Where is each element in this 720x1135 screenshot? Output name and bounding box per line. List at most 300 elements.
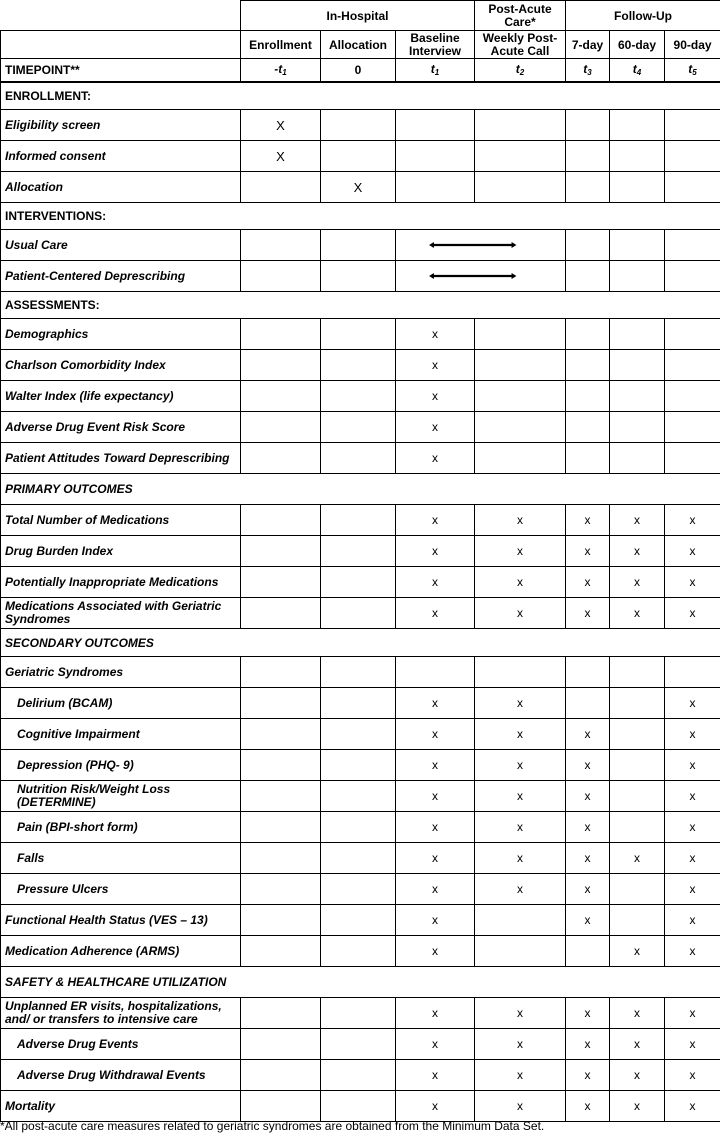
schedule-cell xyxy=(566,688,610,719)
schedule-cell xyxy=(610,381,665,412)
timepoint-cell xyxy=(610,59,665,82)
row-label: Mortality xyxy=(1,1091,241,1122)
row-label: Informed consent xyxy=(1,141,241,172)
schedule-cell xyxy=(475,536,566,567)
schedule-cell xyxy=(396,998,475,1029)
section-primary-outcomes: PRIMARY OUTCOMES xyxy=(1,474,720,505)
schedule-cell xyxy=(241,319,321,350)
table-row xyxy=(1,812,720,843)
check-mark: x xyxy=(634,544,641,558)
row-label: Unplanned ER visits, hospitalizations, and/ or transfers to intensive care xyxy=(1,998,241,1029)
schedule-cell xyxy=(321,874,396,905)
check-mark: x xyxy=(432,327,438,341)
schedule-cell xyxy=(241,141,321,172)
schedule-cell xyxy=(321,412,396,443)
schedule-cell xyxy=(665,1060,720,1091)
schedule-cell xyxy=(566,905,610,936)
schedule-cell xyxy=(475,874,566,905)
check-mark: x xyxy=(517,851,524,865)
schedule-cell xyxy=(396,172,475,203)
schedule-cell xyxy=(610,719,665,750)
schedule-cell xyxy=(566,750,610,781)
check-mark: x xyxy=(584,758,591,772)
check-mark: x xyxy=(584,513,591,527)
timepoint-sub: 3 xyxy=(587,68,592,78)
schedule-cell xyxy=(475,998,566,1029)
schedule-cell xyxy=(321,1091,396,1122)
check-mark: x xyxy=(689,513,696,527)
timespan-arrow-icon xyxy=(398,271,563,281)
schedule-cell xyxy=(665,412,720,443)
schedule-cell xyxy=(241,719,321,750)
schedule-cell xyxy=(321,505,396,536)
section-secondary-outcomes: SECONDARY OUTCOMES xyxy=(1,629,720,657)
schedule-cell xyxy=(665,905,720,936)
schedule-cell xyxy=(665,843,720,874)
check-mark: x xyxy=(634,1068,641,1082)
check-mark: x xyxy=(689,944,696,958)
schedule-cell xyxy=(665,1029,720,1060)
schedule-cell xyxy=(321,443,396,474)
table-row xyxy=(1,936,720,967)
check-mark: x xyxy=(432,882,438,896)
check-mark: x xyxy=(584,606,591,620)
schedule-cell xyxy=(241,998,321,1029)
schedule-cell xyxy=(566,110,610,141)
schedule-cell xyxy=(665,381,720,412)
table-row xyxy=(1,412,720,443)
schedule-cell xyxy=(321,688,396,719)
schedule-cell xyxy=(396,905,475,936)
schedule-cell xyxy=(321,998,396,1029)
check-mark: x xyxy=(634,944,641,958)
schedule-cell xyxy=(475,350,566,381)
schedule-cell xyxy=(475,443,566,474)
schedule-cell xyxy=(566,657,610,688)
schedule-cell xyxy=(610,110,665,141)
timepoint-prefix: t xyxy=(583,62,588,77)
check-mark: x xyxy=(517,820,524,834)
timepoint-sub: 2 xyxy=(519,68,525,78)
schedule-cell xyxy=(396,874,475,905)
check-mark: x xyxy=(584,789,591,803)
schedule-cell xyxy=(665,567,720,598)
row-label: Adverse Drug Event Risk Score xyxy=(1,412,241,443)
check-mark: x xyxy=(689,913,696,927)
check-mark: X xyxy=(276,117,285,133)
schedule-cell xyxy=(241,567,321,598)
schedule-cell xyxy=(321,905,396,936)
check-mark: x xyxy=(689,820,696,834)
schedule-cell xyxy=(241,1060,321,1091)
schedule-cell xyxy=(396,110,475,141)
row-label: Patient-Centered Deprescribing xyxy=(1,261,241,292)
schedule-cell xyxy=(396,688,475,719)
schedule-cell xyxy=(475,141,566,172)
check-mark: x xyxy=(689,696,696,710)
col-allocation: Allocation xyxy=(321,31,396,59)
schedule-cell xyxy=(396,1091,475,1122)
schedule-cell xyxy=(475,598,566,629)
check-mark: x xyxy=(432,696,438,710)
timepoint-label: TIMEPOINT** xyxy=(1,59,241,82)
schedule-cell xyxy=(396,536,475,567)
schedule-cell xyxy=(396,812,475,843)
schedule-cell xyxy=(396,1029,475,1060)
schedule-cell xyxy=(665,688,720,719)
check-mark: x xyxy=(584,820,591,834)
row-label: Adverse Drug Withdrawal Events xyxy=(1,1060,241,1091)
check-mark: x xyxy=(517,789,524,803)
section-safety: SAFETY & HEALTHCARE UTILIZATION xyxy=(1,967,720,998)
usual-care-span-arrow xyxy=(396,230,566,261)
check-mark: x xyxy=(432,913,438,927)
schedule-cell xyxy=(566,598,610,629)
row-label: Drug Burden Index xyxy=(1,536,241,567)
schedule-cell xyxy=(321,719,396,750)
schedule-cell xyxy=(610,172,665,203)
table-row xyxy=(1,1060,720,1091)
table-row xyxy=(1,598,720,629)
row-label: Demographics xyxy=(1,319,241,350)
row-label: Adverse Drug Events xyxy=(1,1029,241,1060)
table-row xyxy=(1,567,720,598)
schedule-cell xyxy=(566,719,610,750)
schedule-cell xyxy=(396,750,475,781)
row-label: Medication Adherence (ARMS) xyxy=(1,936,241,967)
schedule-cell xyxy=(396,719,475,750)
check-mark: x xyxy=(689,1068,696,1082)
table-row xyxy=(1,750,720,781)
check-mark: x xyxy=(634,1037,641,1051)
check-mark: x xyxy=(432,820,438,834)
schedule-cell xyxy=(475,172,566,203)
schedule-cell xyxy=(566,781,610,812)
row-label: Cognitive Impairment xyxy=(1,719,241,750)
check-mark: x xyxy=(432,851,438,865)
schedule-cell xyxy=(396,1060,475,1091)
schedule-cell xyxy=(321,843,396,874)
schedule-cell xyxy=(475,657,566,688)
timepoint-cell xyxy=(321,59,396,82)
check-mark: x xyxy=(432,1006,438,1020)
check-mark: x xyxy=(517,1037,524,1051)
schedule-cell xyxy=(396,657,475,688)
check-mark: x xyxy=(584,1037,591,1051)
schedule-cell xyxy=(665,719,720,750)
row-label: Allocation xyxy=(1,172,241,203)
check-mark: x xyxy=(432,420,438,434)
check-mark: x xyxy=(584,544,591,558)
schedule-cell xyxy=(566,1060,610,1091)
check-mark: x xyxy=(432,575,438,589)
schedule-cell xyxy=(475,843,566,874)
check-mark: x xyxy=(432,727,438,741)
schedule-cell xyxy=(241,1029,321,1060)
check-mark: x xyxy=(432,544,438,558)
schedule-cell xyxy=(241,412,321,443)
schedule-cell xyxy=(665,598,720,629)
check-mark: x xyxy=(584,1006,591,1020)
check-mark: x xyxy=(689,575,696,589)
check-mark: x xyxy=(517,575,524,589)
table-row xyxy=(1,843,720,874)
header-blank xyxy=(1,1,241,31)
row-label: Depression (PHQ- 9) xyxy=(1,750,241,781)
row-label: Eligibility screen xyxy=(1,110,241,141)
check-mark: x xyxy=(517,544,524,558)
schedule-cell xyxy=(566,319,610,350)
check-mark: x xyxy=(584,1099,591,1113)
check-mark: x xyxy=(432,1099,438,1113)
table-row xyxy=(1,172,720,203)
schedule-cell xyxy=(665,319,720,350)
timepoint-cell xyxy=(566,59,610,82)
schedule-cell xyxy=(396,381,475,412)
check-mark: x xyxy=(432,944,438,958)
schedule-cell xyxy=(610,1060,665,1091)
schedule-cell xyxy=(475,1029,566,1060)
schedule-cell xyxy=(321,657,396,688)
schedule-cell xyxy=(321,141,396,172)
schedule-cell xyxy=(396,505,475,536)
check-mark: x xyxy=(432,358,438,372)
schedule-cell xyxy=(396,781,475,812)
check-mark: x xyxy=(689,789,696,803)
check-mark: x xyxy=(689,1099,696,1113)
check-mark: x xyxy=(634,1099,641,1113)
table-row xyxy=(1,998,720,1029)
table-row xyxy=(1,536,720,567)
schedule-cell xyxy=(475,719,566,750)
schedule-cell xyxy=(665,750,720,781)
schedule-cell xyxy=(566,536,610,567)
schedule-cell xyxy=(321,319,396,350)
schedule-cell xyxy=(241,874,321,905)
schedule-cell xyxy=(566,381,610,412)
section-interventions: INTERVENTIONS: xyxy=(1,203,720,230)
check-mark: x xyxy=(689,606,696,620)
schedule-cell xyxy=(321,350,396,381)
check-mark: x xyxy=(689,544,696,558)
schedule-cell xyxy=(610,657,665,688)
schedule-cell xyxy=(610,688,665,719)
footnote: *All post-acute care measures related to geriatric syndromes are obtained from the Minimum Data Set. xyxy=(0,1119,545,1133)
schedule-cell xyxy=(321,110,396,141)
schedule-cell xyxy=(566,1091,610,1122)
check-mark: x xyxy=(517,882,524,896)
check-mark: x xyxy=(634,1006,641,1020)
timepoint-sub: 4 xyxy=(636,68,642,78)
check-mark: x xyxy=(634,606,641,620)
schedule-cell xyxy=(241,657,321,688)
schedule-cell xyxy=(610,843,665,874)
schedule-cell xyxy=(665,781,720,812)
schedule-cell xyxy=(241,688,321,719)
section-assessments: ASSESSMENTS: xyxy=(1,292,720,319)
row-label: Falls xyxy=(1,843,241,874)
col-60-day: 60-day xyxy=(610,31,665,59)
schedule-cell xyxy=(475,905,566,936)
check-mark: x xyxy=(689,882,696,896)
schedule-cell xyxy=(610,781,665,812)
schedule-cell xyxy=(610,350,665,381)
schedule-cell xyxy=(475,567,566,598)
check-mark: x xyxy=(689,1037,696,1051)
check-mark: x xyxy=(517,1068,524,1082)
schedule-cell xyxy=(475,688,566,719)
schedule-cell xyxy=(566,874,610,905)
group-follow-up: Follow-Up xyxy=(566,1,720,31)
row-label: Geriatric Syndromes xyxy=(1,657,241,688)
timepoint-prefix: -t xyxy=(274,62,283,77)
schedule-cell xyxy=(610,567,665,598)
schedule-cell xyxy=(475,1060,566,1091)
schedule-cell xyxy=(396,412,475,443)
schedule-cell xyxy=(566,1029,610,1060)
table-row xyxy=(1,688,720,719)
schedule-cell xyxy=(610,905,665,936)
check-mark: x xyxy=(432,789,438,803)
table-row xyxy=(1,1091,720,1122)
schedule-cell xyxy=(610,141,665,172)
check-mark: x xyxy=(689,727,696,741)
row-label: Usual Care xyxy=(1,230,241,261)
check-mark: x xyxy=(584,851,591,865)
schedule-cell xyxy=(610,505,665,536)
row-label: Walter Index (life expectancy) xyxy=(1,381,241,412)
schedule-cell xyxy=(475,505,566,536)
schedule-cell xyxy=(610,998,665,1029)
schedule-cell xyxy=(475,110,566,141)
timepoint-cell xyxy=(396,59,475,82)
schedule-cell xyxy=(566,172,610,203)
timepoint-prefix: t xyxy=(688,62,693,77)
schedule-cell xyxy=(475,750,566,781)
check-mark: x xyxy=(432,1037,438,1051)
schedule-cell xyxy=(321,381,396,412)
schedule-cell xyxy=(566,412,610,443)
timepoint-sub: 1 xyxy=(282,68,287,78)
schedule-cell xyxy=(396,843,475,874)
schedule-cell xyxy=(396,350,475,381)
check-mark: x xyxy=(584,575,591,589)
table-row xyxy=(1,443,720,474)
table-row xyxy=(1,905,720,936)
check-mark: x xyxy=(432,513,438,527)
schedule-cell xyxy=(396,141,475,172)
check-mark: X xyxy=(276,148,285,164)
schedule-cell xyxy=(321,567,396,598)
schedule-cell xyxy=(665,443,720,474)
schedule-cell xyxy=(665,110,720,141)
check-mark: x xyxy=(432,1068,438,1082)
check-mark: x xyxy=(517,727,524,741)
schedule-cell xyxy=(241,781,321,812)
row-label: Potentially Inappropriate Medications xyxy=(1,567,241,598)
table-row xyxy=(1,657,720,688)
schedule-cell xyxy=(241,536,321,567)
schedule-cell xyxy=(566,843,610,874)
schedule-cell xyxy=(241,110,321,141)
schedule-cell xyxy=(241,505,321,536)
check-mark: x xyxy=(517,513,524,527)
timepoint-sub: 1 xyxy=(434,68,440,78)
schedule-cell xyxy=(475,812,566,843)
schedule-cell xyxy=(321,812,396,843)
schedule-cell xyxy=(566,350,610,381)
timepoint-prefix: t xyxy=(515,62,520,77)
schedule-cell xyxy=(475,1091,566,1122)
schedule-cell xyxy=(610,936,665,967)
schedule-cell xyxy=(321,598,396,629)
check-mark: x xyxy=(517,696,524,710)
timespan-arrow-icon xyxy=(398,240,563,250)
schedule-cell xyxy=(610,412,665,443)
row-label: Medications Associated with Geriatric Syndromes xyxy=(1,598,241,629)
table-row xyxy=(1,719,720,750)
schedule-cell xyxy=(665,350,720,381)
check-mark: x xyxy=(634,575,641,589)
table-row xyxy=(1,874,720,905)
col-weekly-call: Weekly Post-Acute Call xyxy=(475,31,566,59)
table-row xyxy=(1,319,720,350)
table-row xyxy=(1,381,720,412)
table-row xyxy=(1,781,720,812)
check-mark: x xyxy=(584,882,591,896)
schedule-cell xyxy=(396,567,475,598)
row-label: Charlson Comorbidity Index xyxy=(1,350,241,381)
timepoint-cell xyxy=(665,59,720,82)
col-7-day: 7-day xyxy=(566,31,610,59)
timepoint-prefix: t xyxy=(430,62,435,77)
schedule-cell xyxy=(475,319,566,350)
schedule-cell xyxy=(610,536,665,567)
schedule-cell xyxy=(321,172,396,203)
row-label: Pressure Ulcers xyxy=(1,874,241,905)
check-mark: x xyxy=(689,1006,696,1020)
schedule-cell xyxy=(321,750,396,781)
schedule-cell xyxy=(321,536,396,567)
timepoint-cell xyxy=(475,59,566,82)
col-90-day: 90-day xyxy=(665,31,720,59)
schedule-cell xyxy=(241,750,321,781)
schedule-cell xyxy=(241,843,321,874)
schedule-cell xyxy=(566,812,610,843)
schedule-cell xyxy=(665,998,720,1029)
row-label: Delirium (BCAM) xyxy=(1,688,241,719)
schedule-cell xyxy=(610,1029,665,1060)
schedule-cell xyxy=(665,874,720,905)
schedule-cell xyxy=(610,750,665,781)
table-row xyxy=(1,1029,720,1060)
check-mark: x xyxy=(689,758,696,772)
schedule-cell xyxy=(566,998,610,1029)
schedule-cell xyxy=(665,1091,720,1122)
schedule-cell xyxy=(241,350,321,381)
schedule-cell xyxy=(475,936,566,967)
schedule-cell xyxy=(566,443,610,474)
col-enrollment: Enrollment xyxy=(241,31,321,59)
table-row xyxy=(1,350,720,381)
schedule-cell xyxy=(396,936,475,967)
schedule-cell xyxy=(665,172,720,203)
row-label: Functional Health Status (VES – 13) xyxy=(1,905,241,936)
group-post-acute: Post-Acute Care* xyxy=(475,1,566,31)
schedule-cell xyxy=(566,567,610,598)
header-blank-2 xyxy=(1,31,241,59)
timepoint-prefix: 0 xyxy=(354,62,362,77)
